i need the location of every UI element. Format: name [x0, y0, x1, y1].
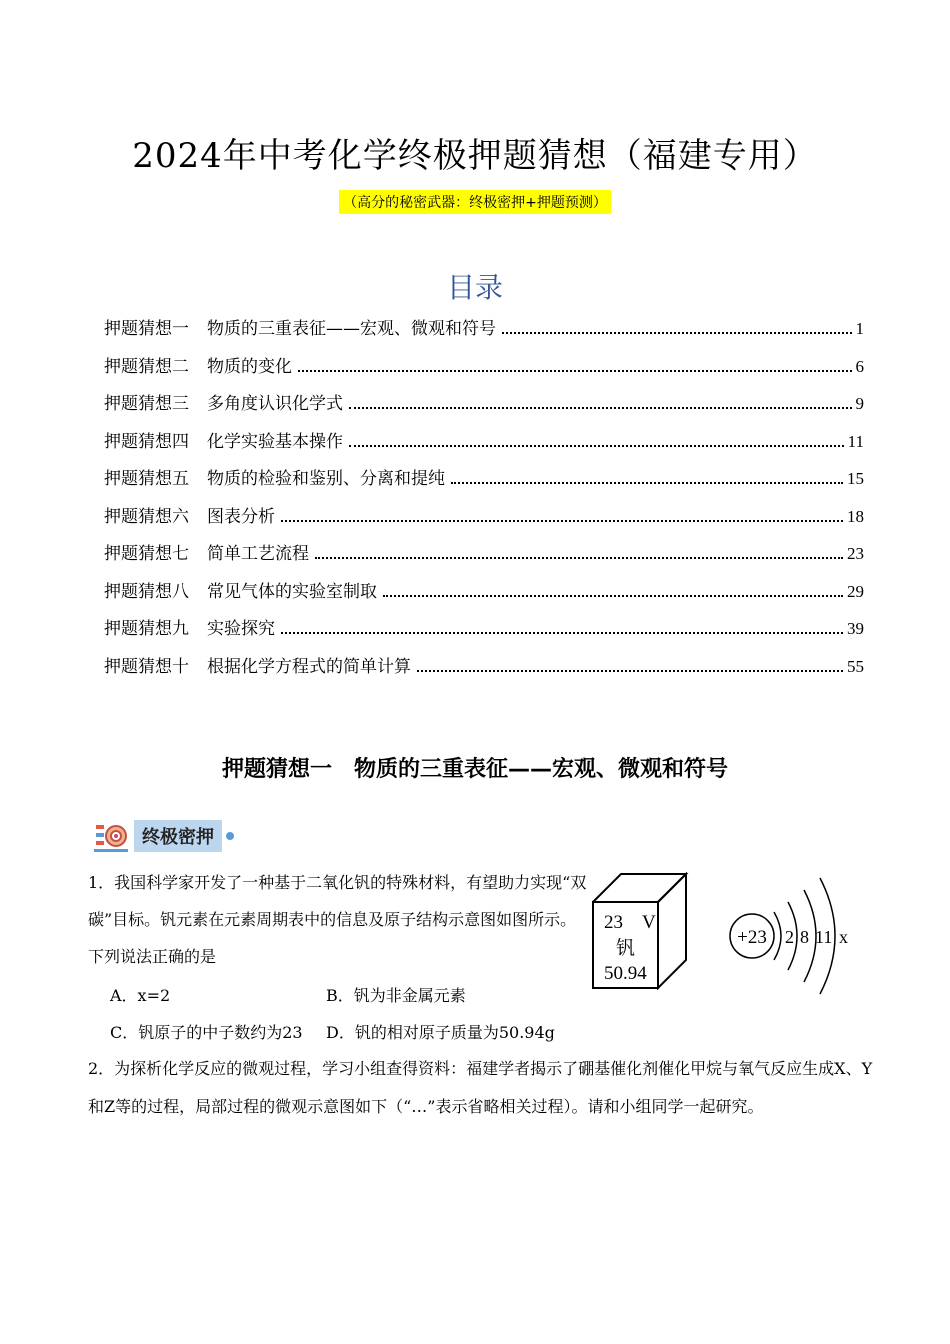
toc-entry[interactable]	[104, 577, 864, 615]
question-1-option-d[interactable]: D．钒的相对原子质量为50.94g	[326, 1023, 555, 1042]
toc-entry-text: 物质的变化	[207, 356, 292, 377]
toc-entry-label: 押题猜想九	[104, 619, 189, 639]
toc-leader-dots	[417, 670, 843, 672]
toc-entry-label: 押题猜想四	[104, 431, 189, 452]
toc-entry-label: 押题猜想一	[104, 319, 189, 339]
document-subtitle: （高分的秘密武器：终极密押+押题预测）	[339, 190, 611, 214]
section-badge	[94, 816, 234, 856]
vanadium-element-figure	[592, 872, 862, 1002]
toc-entry[interactable]	[104, 652, 864, 690]
toc-heading: 目录	[446, 271, 503, 304]
atomic-number: 23	[604, 912, 623, 933]
badge-label: 终极密押	[134, 820, 222, 852]
nucleus-charge: +23	[737, 927, 767, 948]
toc-leader-dots	[451, 482, 843, 484]
toc-entry-text: 图表分析	[207, 506, 275, 527]
question-1-option-b[interactable]: B．钒为非金属元素	[326, 986, 466, 1005]
toc-entry[interactable]	[104, 427, 864, 465]
toc-entry-label: 押题猜想三	[104, 394, 189, 414]
question-1-option-a[interactable]: A．x=2	[110, 986, 171, 1005]
toc-entry-page: 9	[855, 394, 864, 413]
toc-leader-dots	[281, 632, 843, 634]
element-symbol: V	[642, 912, 656, 933]
toc-entry-text: 多角度认识化学式	[207, 394, 343, 414]
toc-leader-dots	[383, 595, 843, 597]
toc-leader-dots	[349, 407, 852, 409]
shell-electrons-4: x	[839, 927, 848, 947]
question-1-option-c[interactable]: C．钒原子的中子数约为23	[110, 1023, 303, 1042]
toc-entry-page: 11	[847, 431, 864, 451]
document-title: 2024年中考化学终极押题猜想（福建专用）	[132, 136, 818, 176]
toc-entry-label: 押题猜想六	[104, 506, 189, 527]
toc-entry-page: 55	[847, 656, 864, 676]
toc-entry[interactable]	[104, 502, 864, 540]
toc-entry-page: 39	[847, 619, 864, 638]
element-name: 钒	[616, 937, 636, 959]
toc-entry-text: 根据化学方程式的简单计算	[207, 656, 411, 677]
toc-entry-text: 实验探究	[207, 619, 275, 639]
shell-electrons-3: 11	[815, 927, 833, 947]
shell-electrons-1: 2	[785, 927, 794, 947]
toc-entry-label: 押题猜想二	[104, 356, 189, 377]
toc-entry-page: 1	[855, 319, 864, 338]
toc-entry-page: 18	[847, 506, 864, 526]
toc-entry[interactable]	[104, 389, 864, 427]
toc-entry-text: 物质的检验和鉴别、分离和提纯	[207, 469, 445, 489]
toc-entry[interactable]	[104, 314, 864, 352]
toc-leader-dots	[349, 445, 844, 447]
toc-entry-page: 29	[847, 581, 864, 601]
toc-leader-dots	[281, 520, 843, 522]
badge-dot-icon	[226, 832, 234, 840]
toc-entry-text: 物质的三重表征——宏观、微观和符号	[207, 319, 496, 339]
section-heading: 押题猜想一 物质的三重表征——宏观、微观和符号	[221, 757, 728, 782]
subtitle-container	[0, 190, 950, 214]
target-icon	[94, 819, 128, 853]
toc-leader-dots	[502, 332, 852, 334]
question-1-stem: 1．我国科学家开发了一种基于二氧化钒的特殊材料，有望助力实现“双碳”目标。钒元素在元素周期表中的信息及原子结构示意图如图所示。下列说法正确的是	[88, 873, 587, 966]
atomic-mass: 50.94	[604, 963, 647, 984]
toc-entry-label: 押题猜想十	[104, 656, 189, 677]
toc-entry[interactable]	[104, 539, 864, 577]
table-of-contents	[104, 314, 864, 689]
toc-entry-label: 押题猜想八	[104, 581, 189, 602]
toc-entry-label: 押题猜想七	[104, 544, 189, 564]
toc-entry-page: 15	[847, 469, 864, 488]
question-2-stem: 2．为探析化学反应的微观过程，学习小组查得资料：福建学者揭示了硼基催化剂催化甲烷与氧气反应生成X、Y和Z等的过程，局部过程的微观示意图如下（“…”表示省略相关过程）。请和小组同学一起研究。	[88, 1059, 873, 1116]
toc-entry-page: 23	[847, 544, 864, 563]
toc-entry[interactable]	[104, 352, 864, 390]
toc-entry[interactable]	[104, 614, 864, 652]
toc-entry-text: 化学实验基本操作	[207, 431, 343, 452]
shell-electrons-2: 8	[800, 927, 809, 947]
toc-entry[interactable]	[104, 464, 864, 502]
toc-entry-page: 6	[855, 356, 864, 376]
toc-leader-dots	[315, 557, 843, 559]
toc-entry-text: 简单工艺流程	[207, 544, 309, 564]
toc-entry-label: 押题猜想五	[104, 469, 189, 489]
toc-entry-text: 常见气体的实验室制取	[207, 581, 377, 602]
toc-leader-dots	[298, 370, 852, 372]
